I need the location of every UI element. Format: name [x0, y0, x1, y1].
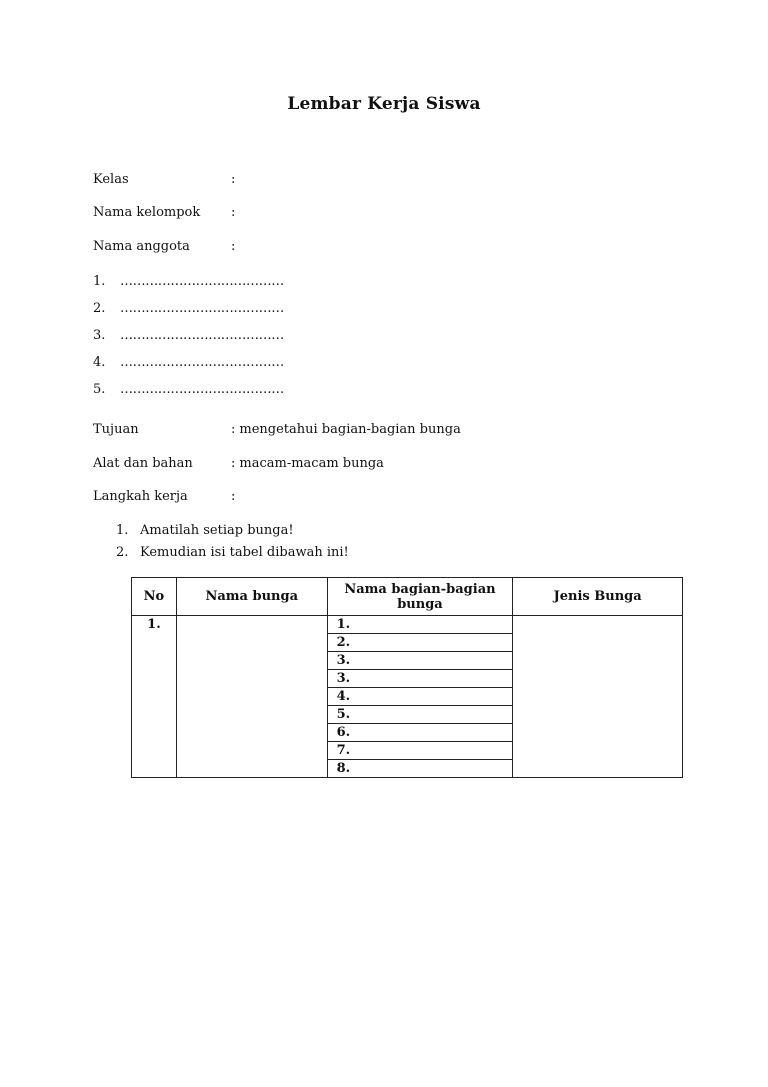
- flower-table: [131, 577, 683, 778]
- field-value: macam-macam bunga: [239, 456, 384, 471]
- part-cell: 1.: [327, 616, 513, 634]
- part-cell: 8.: [327, 760, 513, 778]
- member-number: 1.: [93, 274, 106, 289]
- field-value: mengetahui bagian-bagian bunga: [239, 422, 461, 437]
- part-cell: 3.: [327, 670, 513, 688]
- field-colon: : mengetahui bagian-bagian bunga: [231, 422, 461, 437]
- step-item: [116, 523, 294, 538]
- table-row: [132, 616, 683, 634]
- part-cell: 7.: [327, 742, 513, 760]
- part-cell: 3.: [327, 652, 513, 670]
- row-number: 1.: [132, 616, 177, 778]
- member-blank: …………………………………: [120, 328, 284, 343]
- member-blank: …………………………………: [120, 355, 284, 370]
- member-blank: …………………………………: [120, 382, 284, 397]
- member-blank: …………………………………: [120, 301, 284, 316]
- part-cell: 2.: [327, 634, 513, 652]
- member-number: 3.: [93, 328, 106, 343]
- field-label: Nama kelompok: [93, 205, 201, 220]
- cell-nama-bunga: [176, 616, 327, 778]
- field-label: Nama anggota: [93, 239, 190, 254]
- field-label: Alat dan bahan: [93, 456, 193, 471]
- field-colon: :: [231, 172, 236, 187]
- step-text: Kemudian isi tabel dibawah ini!: [140, 545, 349, 560]
- field-label: Langkah kerja: [93, 489, 188, 504]
- header-nama-bagian: Nama bagian-bagian bunga: [327, 578, 513, 616]
- table-header-row: [132, 578, 683, 616]
- header-no: No: [132, 578, 177, 616]
- member-number: 5.: [93, 382, 106, 397]
- step-item: [116, 545, 349, 560]
- part-cell: 4.: [327, 688, 513, 706]
- field-label: Tujuan: [93, 422, 139, 437]
- header-jenis-bunga: Jenis Bunga: [513, 578, 683, 616]
- field-colon: :: [231, 239, 236, 254]
- part-cell: 5.: [327, 706, 513, 724]
- field-colon: :: [231, 205, 236, 220]
- header-nama-bunga: Nama bunga: [176, 578, 327, 616]
- field-colon: : macam-macam bunga: [231, 456, 384, 471]
- step-number: 2.: [116, 545, 129, 560]
- page-title: Lembar Kerja Siswa: [287, 94, 481, 114]
- field-label: Kelas: [93, 172, 129, 187]
- step-text: Amatilah setiap bunga!: [140, 523, 294, 538]
- step-number: 1.: [116, 523, 129, 538]
- part-cell: 6.: [327, 724, 513, 742]
- member-blank: …………………………………: [120, 274, 284, 289]
- member-number: 2.: [93, 301, 106, 316]
- field-colon: :: [231, 489, 236, 504]
- cell-jenis-bunga: [513, 616, 683, 778]
- member-number: 4.: [93, 355, 106, 370]
